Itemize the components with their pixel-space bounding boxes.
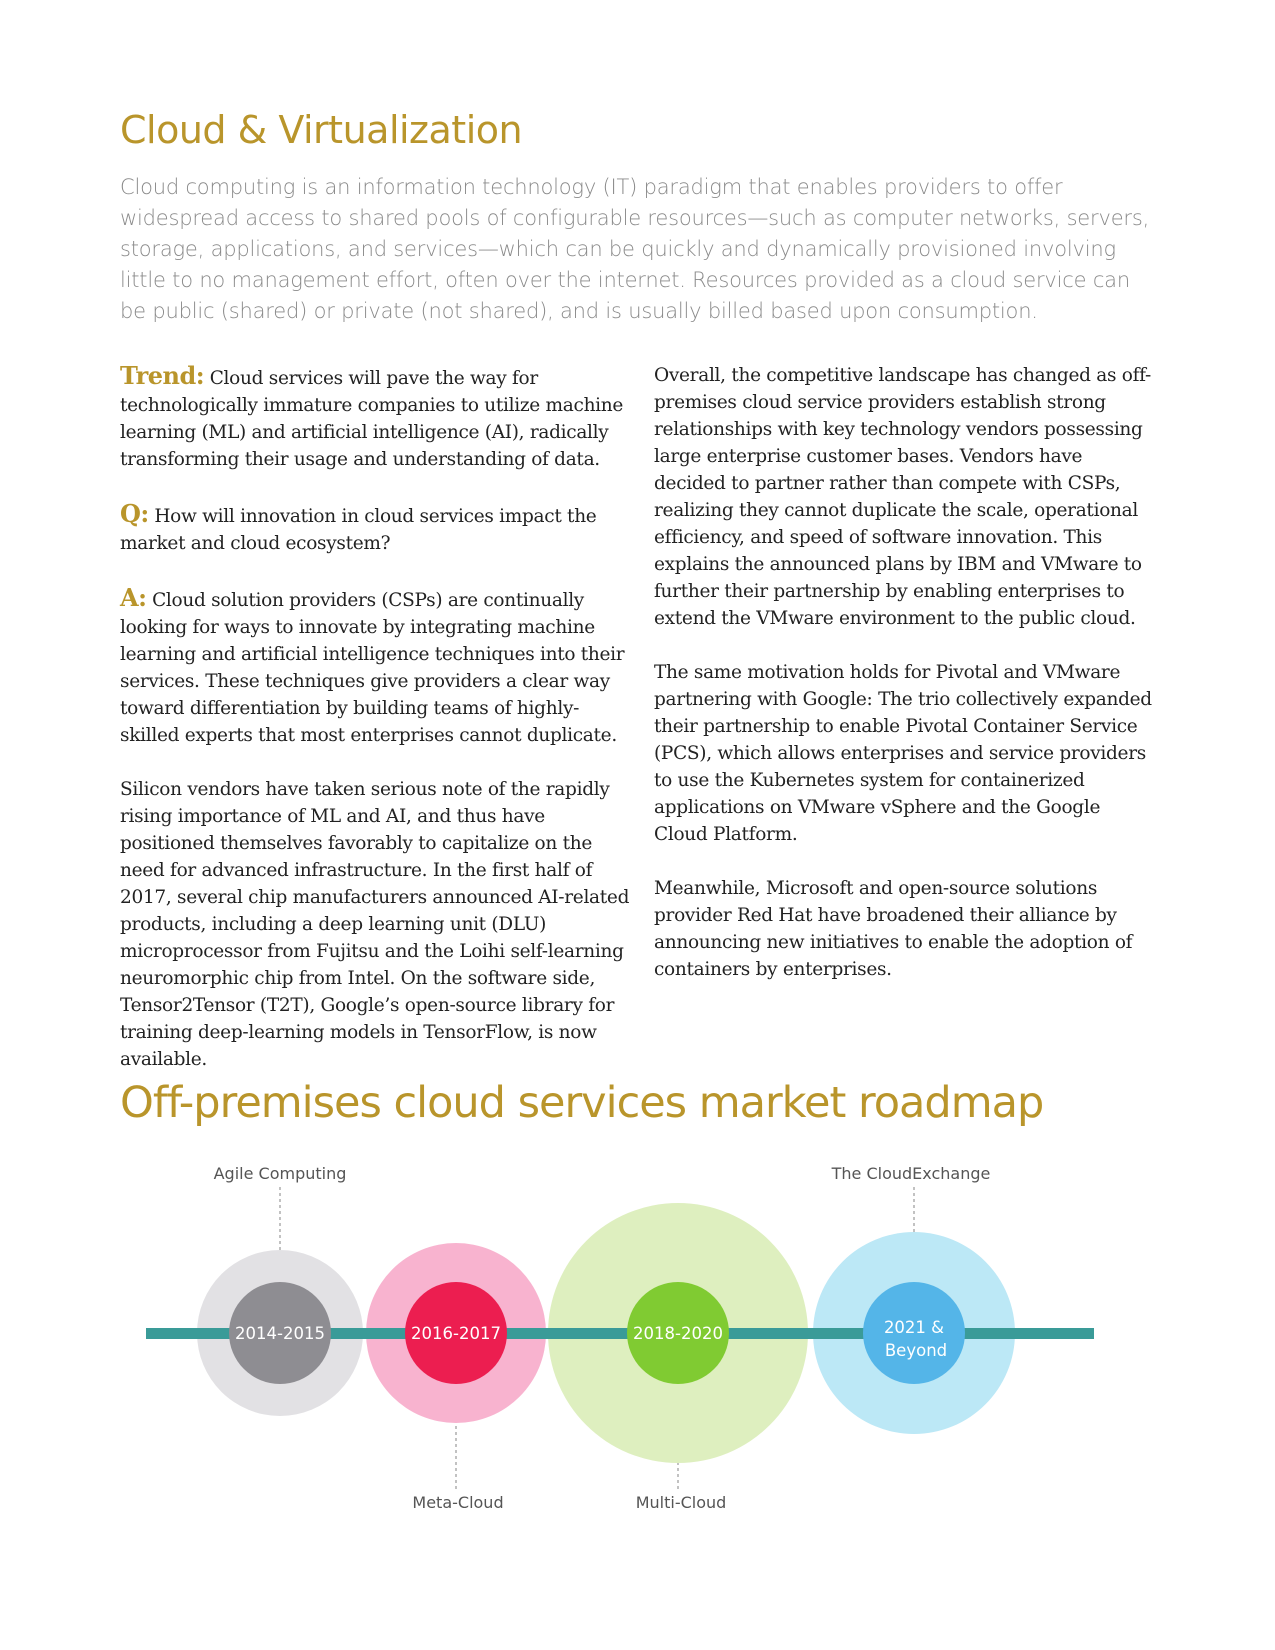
competitive-landscape-paragraph: Overall, the competitive landscape has changed as off-premises cloud service providers establish strong relationships with key technology vendors possessing large enterprise customer bases. Vendors have decided to partner rather than compete with CSPs, realizing they cannot duplicate the scale, operational efficiency, and speed of software innovation. This explains the announced plans by IBM and VMware to further their partnership by enabling enterprises to extend the VMware environment to the public cloud. bbox=[654, 365, 1151, 629]
milestone-2-label: Meta-Cloud bbox=[412, 1493, 504, 1512]
microsoft-redhat-paragraph: Meanwhile, Microsoft and open-source solutions provider Red Hat have broadened their alliance by announcing new initiatives to enable the adoption of containers by enterprises. bbox=[654, 878, 1133, 980]
milestone-2-period: 2016-2017 bbox=[411, 1324, 501, 1343]
milestone-3-period: 2018-2020 bbox=[633, 1324, 723, 1343]
pivotal-vmware-paragraph: The same motivation holds for Pivotal and VMware partnering with Google: The trio collectively expanded their partnership to enable Pivotal Container Service (PCS), which allows enterprises and service providers to use the Kubernetes system for containerized applications on VMware vSphere and the Google Cloud Platform. bbox=[654, 662, 1152, 845]
question-text: How will innovation in cloud services impact the market and cloud ecosystem? bbox=[120, 506, 597, 554]
page-title: Cloud & Virtualization bbox=[120, 108, 523, 152]
milestone-4-label: The CloudExchange bbox=[831, 1164, 991, 1183]
milestone-4-period-line1: 2021 & bbox=[883, 1318, 945, 1337]
question-label: Q: bbox=[120, 499, 149, 528]
intro-paragraph: Cloud computing is an information technology (IT) paradigm that enables providers to offer widespread access to shared pools of configurable resources—such as computer networks, servers, storage, applications, and services—which can be quickly and dynamically provisioned involving little to no management effort, often over the internet. Resources provided as a cloud service can be public (shared) or private (not shared), and is usually billed based upon consumption. bbox=[120, 175, 1150, 323]
roadmap-title: Off-premises cloud services market roadmap bbox=[120, 1078, 1044, 1128]
answer-text: Cloud solution providers (CSPs) are continually looking for ways to innovate by integrating machine learning and artificial intelligence techniques into their services. These techniques give providers a clear way toward differentiation by building teams of highly-skilled experts that most enterprises cannot duplicate. bbox=[120, 590, 625, 746]
milestone-4-period-line2: Beyond bbox=[884, 1341, 948, 1360]
trend-label: Trend: bbox=[120, 361, 205, 390]
trend-text: Cloud services will pave the way for technologically immature companies to utilize machine learning (ML) and artificial intelligence (AI), radically transforming their usage and understanding of data. bbox=[120, 368, 624, 470]
milestone-3-label: Multi-Cloud bbox=[635, 1493, 727, 1512]
milestone-1-period: 2014-2015 bbox=[235, 1324, 325, 1343]
milestone-1-label: Agile Computing bbox=[213, 1164, 347, 1183]
answer-label: A: bbox=[120, 583, 147, 612]
silicon-vendors-paragraph: Silicon vendors have taken serious note of the rapidly rising importance of ML and AI, and thus have positioned themselves favorably to capitalize on the need for advanced infrastructure. In the first half of 2017, several chip manufacturers announced AI-related products, including a deep learning unit (DLU) microprocessor from Fujitsu and the Loihi self-learning neuromorphic chip from Intel. On the software side, Tensor2Tensor (T2T), Google’s open-source library for training deep-learning models in TensorFlow, is now available. bbox=[120, 779, 630, 1070]
